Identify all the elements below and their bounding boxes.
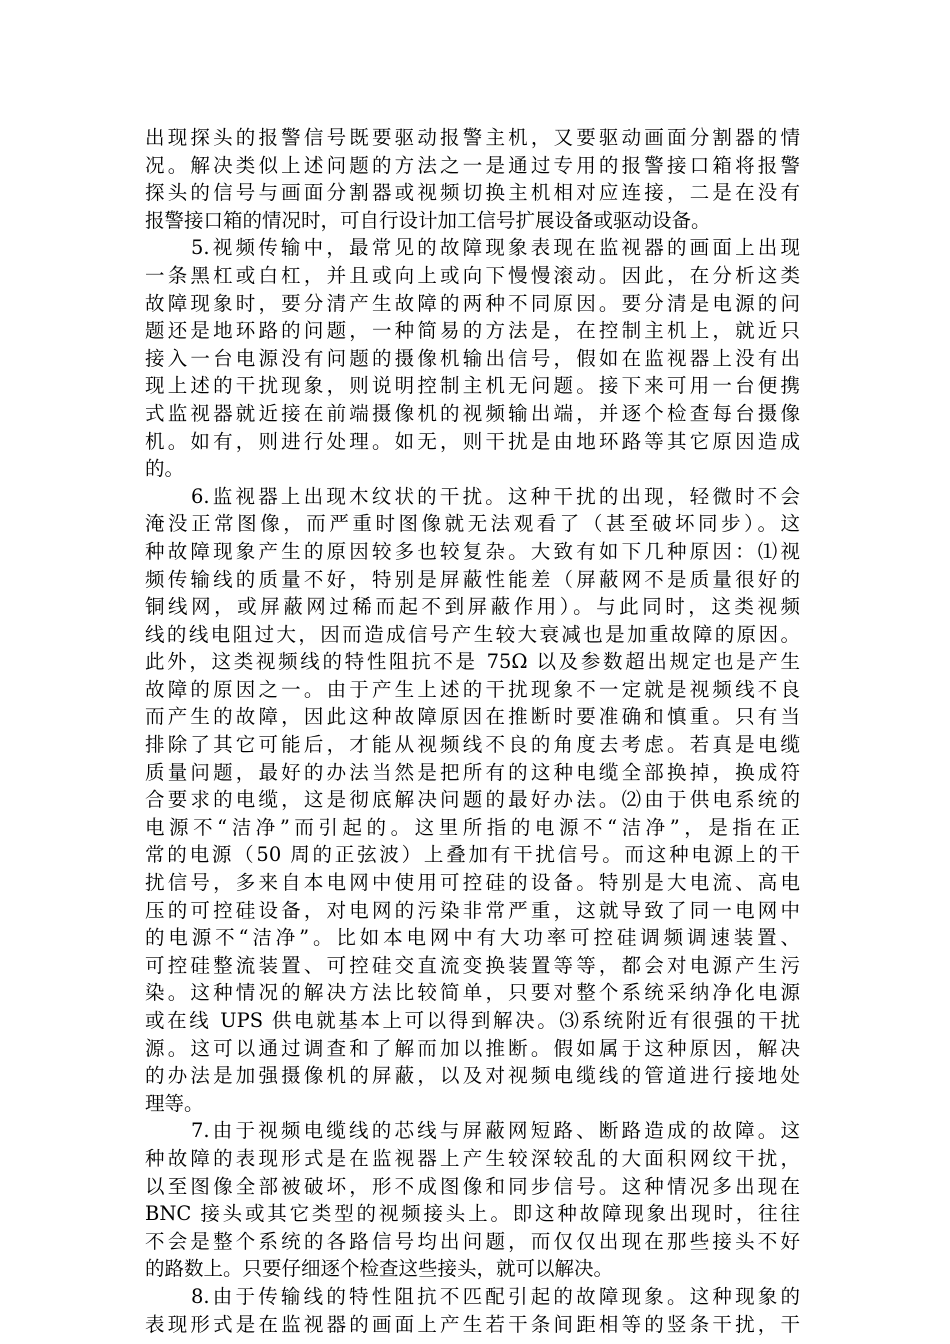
paragraph-6-line-21: 源。这可以通过调查和了解而加以推断。假如属于这种原因，解决 <box>145 1036 800 1060</box>
paragraph-6-line-1: 6.监视器上出现木纹状的干扰。这种干扰的出现，轻微时不会 <box>191 484 800 508</box>
paragraph-5-line-7: 式监视器就近接在前端摄像机的视频输出端，并逐个检查每台摄像 <box>145 401 800 425</box>
paragraph-6-line-3: 种故障现象产生的原因较多也较复杂。大致有如下几种原因：⑴视 <box>145 539 800 563</box>
paragraph-5-line-1: 5.视频传输中，最常见的故障现象表现在监视器的画面上出现 <box>191 236 800 260</box>
paragraph-1-line-2: 况。解决类似上述问题的方法之一是通过专用的报警接口箱将报警 <box>145 153 800 177</box>
paragraph-6-line-16: 压的可控硅设备，对电网的污染非常严重，这就导致了同一电网中 <box>145 898 800 922</box>
paragraph-6-line-4: 频传输线的质量不好，特别是屏蔽性能差（屏蔽网不是质量很好的 <box>145 567 800 591</box>
paragraph-7-line-2: 种故障的表现形式是在监视器上产生较深较乱的大面积网纹干扰， <box>145 1146 800 1170</box>
paragraph-5-line-3: 故障现象时，要分清产生故障的两种不同原因。要分清是电源的问 <box>145 291 800 315</box>
paragraph-6-line-19: 染。这种情况的解决方法比较简单，只要对整个系统采纳净化电源 <box>145 981 800 1005</box>
paragraph-5-line-8: 机。如有，则进行处理。如无，则干扰是由地环路等其它原因造成 <box>145 429 800 453</box>
paragraph-6-line-9: 而产生的故障，因此这种故障原因在推断时要准确和慎重。只有当 <box>145 705 800 729</box>
paragraph-7-line-1: 7.由于视频电缆线的芯线与屏蔽网短路、断路造成的故障。这 <box>191 1119 800 1143</box>
paragraph-6-line-11: 质量问题，最好的办法当然是把所有的这种电缆全部换掉，换成符 <box>145 760 800 784</box>
paragraph-7-line-6: 的路数上。只要仔细逐个检查这些接头，就可以解决。 <box>145 1257 614 1281</box>
paragraph-7-line-3: 以至图像全部被破坏，形不成图像和同步信号。这种情况多出现在 <box>145 1174 800 1198</box>
paragraph-6-line-12: 合要求的电缆，这是彻底解决问题的最好办法。⑵由于供电系统的 <box>145 788 800 812</box>
paragraph-5-line-5: 接入一台电源没有问题的摄像机输出信号，假如在监视器上没有出 <box>145 346 800 370</box>
paragraph-7-line-5: 不会是整个系统的各路信号均出问题，而仅仅出现在那些接头不好 <box>145 1229 800 1253</box>
paragraph-5-line-4: 题还是地环路的问题，一种简易的方法是，在控制主机上，就近只 <box>145 319 800 343</box>
paragraph-7-line-4: BNC 接头或其它类型的视频接头上。即这种故障现象出现时，往往 <box>145 1202 800 1226</box>
document-body <box>145 124 800 1338</box>
paragraph-8-line-2: 表现形式是在监视器的画面上产生若干条间距相等的竖条干扰，干 <box>145 1312 800 1336</box>
paragraph-6-line-17: 的电源不“洁净”。比如本电网中有大功率可控硅调频调速装置、 <box>145 926 800 950</box>
paragraph-1-line-4: 报警接口箱的情况时，可自行设计加工信号扩展设备或驱动设备。 <box>145 208 711 232</box>
paragraph-1-line-3: 探头的信号与画面分割器或视频切换主机相对应连接，二是在没有 <box>145 181 800 205</box>
paragraph-8-line-1: 8.由于传输线的特性阻抗不匹配引起的故障现象。这种现象的 <box>191 1284 800 1308</box>
paragraph-6-line-7: 此外，这类视频线的特性阻抗不是 75Ω 以及参数超出规定也是产生 <box>145 650 800 674</box>
paragraph-6-line-14: 常的电源（50 周的正弦波）上叠加有干扰信号。而这种电源上的干 <box>145 843 800 867</box>
paragraph-6-line-2: 淹没正常图像，而严重时图像就无法观看了（甚至破坏同步）。这 <box>145 512 800 536</box>
paragraph-6-line-15: 扰信号，多来自本电网中使用可控硅的设备。特别是大电流、高电 <box>145 871 800 895</box>
paragraph-6-line-10: 排除了其它可能后，才能从视频线不良的角度去考虑。若真是电缆 <box>145 733 800 757</box>
paragraph-6-line-23: 理等。 <box>145 1091 204 1115</box>
paragraph-6-line-13: 电源不“洁净”而引起的。这里所指的电源不“洁净”，是指在正 <box>145 815 800 839</box>
paragraph-5-line-6: 现上述的干扰现象，则说明控制主机无问题。接下来可用一台便携 <box>145 374 800 398</box>
paragraph-6-line-20: 或在线 UPS 供电就基本上可以得到解决。⑶系统附近有很强的干扰 <box>145 1009 800 1032</box>
paragraph-5-line-9: 的。 <box>145 457 185 481</box>
paragraph-6-line-18: 可控硅整流装置、可控硅交直流变换装置等等，都会对电源产生污 <box>145 953 800 977</box>
paragraph-6-line-5: 铜线网，或屏蔽网过稀而起不到屏蔽作用）。与此同时，这类视频 <box>145 595 800 619</box>
paragraph-6-line-22: 的办法是加强摄像机的屏蔽，以及对视频电缆线的管道进行接地处 <box>145 1064 800 1088</box>
paragraph-6-line-8: 故障的原因之一。由于产生上述的干扰现象不一定就是视频线不良 <box>145 677 800 701</box>
paragraph-1-line-1: 出现探头的报警信号既要驱动报警主机，又要驱动画面分割器的情 <box>145 126 800 149</box>
paragraph-5-line-2: 一条黑杠或白杠，并且或向上或向下慢慢滚动。因此，在分析这类 <box>145 263 800 287</box>
paragraph-6-line-6: 线的线电阻过大，因而造成信号产生较大衰减也是加重故障的原因。 <box>145 622 800 646</box>
